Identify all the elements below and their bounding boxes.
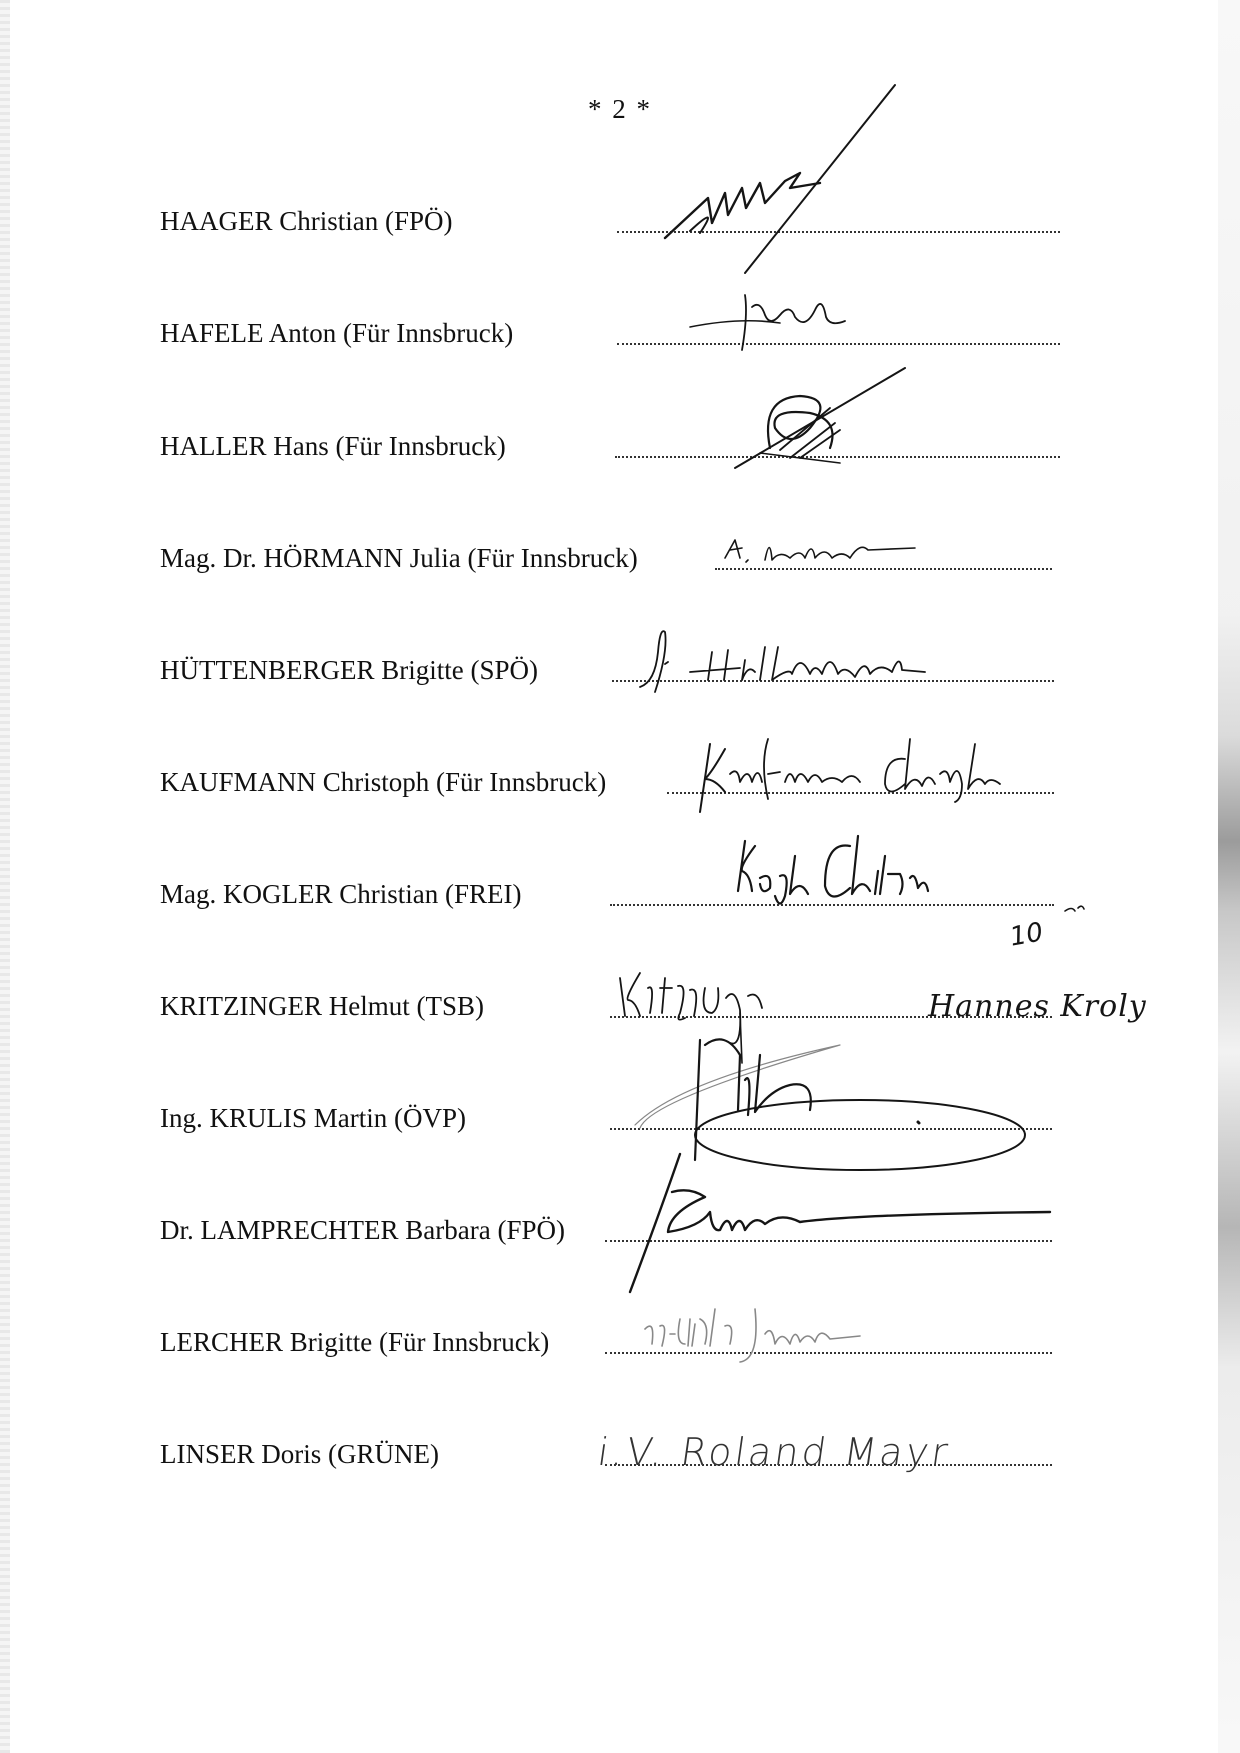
signatory-name: Ing. KRULIS Martin (ÖVP) xyxy=(160,1103,466,1133)
signature-line xyxy=(612,680,1054,682)
signature-row xyxy=(0,143,1240,255)
signatory-name: HAFELE Anton (Für Innsbruck) xyxy=(160,318,514,348)
handwritten-signature xyxy=(0,368,1240,480)
signatory-name: LINSER Doris (GRÜNE) xyxy=(160,1439,439,1469)
signatory-name: HÜTTENBERGER Brigitte (SPÖ) xyxy=(160,655,538,685)
signatory-name: Dr. LAMPRECHTER Barbara (FPÖ) xyxy=(160,1215,565,1245)
handwritten-signature xyxy=(0,1152,1240,1264)
proxy-signature: Hannes Kroly xyxy=(928,989,1147,1024)
annotation-number: 10 xyxy=(1007,917,1046,953)
signature-line xyxy=(610,904,1054,906)
handwritten-signature xyxy=(0,255,1240,367)
signatory-name: Mag. Dr. HÖRMANN Julia (Für Innsbruck) xyxy=(160,543,638,573)
signature-row xyxy=(0,480,1240,592)
signature-row xyxy=(0,1152,1240,1264)
signature-row xyxy=(0,928,1240,1040)
handwritten-signature xyxy=(0,1040,1240,1152)
signatory-name: LERCHER Brigitte (Für Innsbruck) xyxy=(160,1327,550,1357)
signatory-name: KRITZINGER Helmut (TSB) xyxy=(160,991,484,1021)
signature-row xyxy=(0,1040,1240,1152)
handwritten-signature xyxy=(0,592,1240,704)
handwritten-signature xyxy=(0,143,1240,255)
signature-line xyxy=(615,456,1060,458)
signature-line xyxy=(617,343,1060,345)
signature-row xyxy=(0,1376,1240,1488)
signature-row xyxy=(0,592,1240,704)
handwritten-signature xyxy=(0,704,1240,816)
signature-line xyxy=(667,792,1054,794)
handwritten-signature xyxy=(0,1264,1240,1376)
signatory-name: KAUFMANN Christoph (Für Innsbruck) xyxy=(160,767,607,797)
signature-line xyxy=(715,568,1052,570)
annotation-mark xyxy=(0,816,1240,928)
signature-row xyxy=(0,704,1240,816)
proxy-signature: i.V. Roland Mayr xyxy=(594,1430,954,1474)
signature-line xyxy=(605,1240,1052,1242)
signature-line xyxy=(605,1352,1052,1354)
signatory-name: Mag. KOGLER Christian (FREI) xyxy=(160,879,522,909)
signature-line xyxy=(610,1128,1052,1130)
signature-row xyxy=(0,255,1240,367)
signature-row xyxy=(0,368,1240,480)
signatory-name: HALLER Hans (Für Innsbruck) xyxy=(160,431,506,461)
handwritten-signature xyxy=(0,816,1240,928)
signature-row xyxy=(0,816,1240,953)
signature-row xyxy=(0,1264,1240,1376)
signature-line xyxy=(617,231,1060,233)
handwritten-signature xyxy=(0,480,1240,592)
page-number: * 2 * xyxy=(588,94,652,124)
signatory-name: HAAGER Christian (FPÖ) xyxy=(160,206,453,236)
